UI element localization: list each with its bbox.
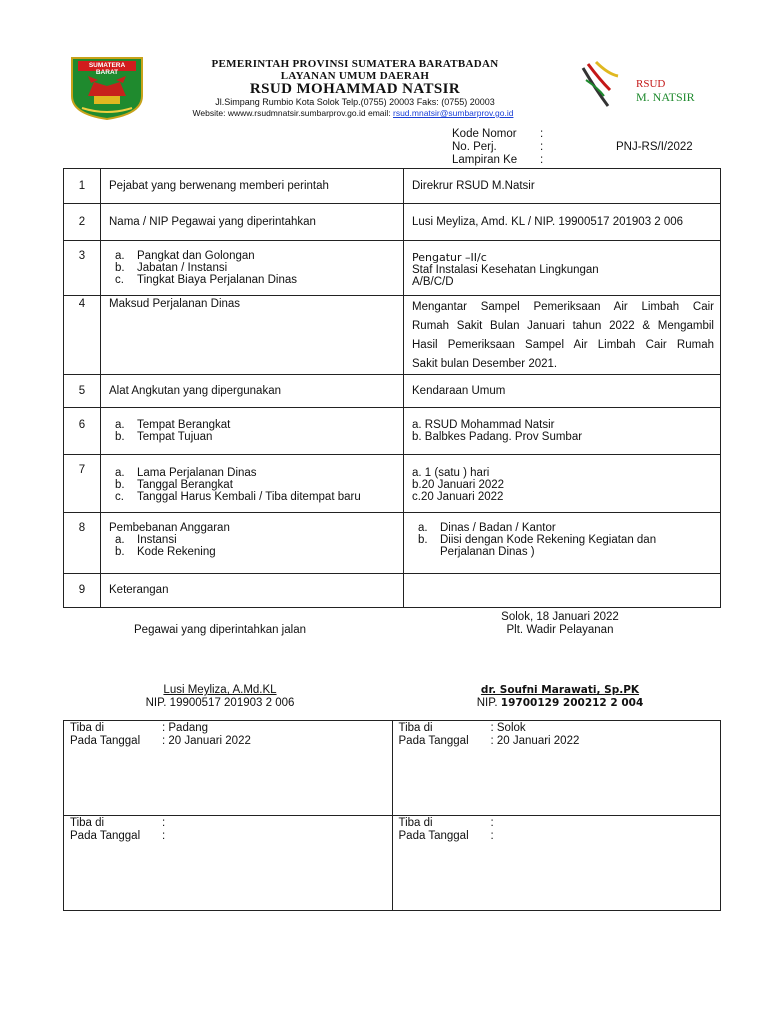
departure-date: b.20 Januari 2022: [412, 479, 505, 491]
purpose-line: Sakit bulan Desember 2021.: [412, 358, 558, 370]
tanggal-value: : 20 Januari 2022: [490, 735, 580, 747]
sub-item: a. Pangkat dan Golongan: [115, 250, 255, 262]
signer-nip-left: NIP. 19900517 201903 2 006: [145, 697, 295, 709]
purpose-line: Rumah Sakit Bulan Januari tahun 2022 & Mengambil: [412, 320, 714, 332]
row-number: 3: [78, 250, 86, 262]
signer-nip-right: NIP. 19700129 200212 2 004: [476, 697, 644, 709]
tanggal-colon: :: [490, 830, 494, 842]
duration-value: a. 1 (satu ) hari: [412, 467, 490, 479]
row-label: Nama / NIP Pegawai yang diperintahkan: [109, 216, 316, 228]
purpose-line: Hasil Pemeriksaan Sampel Air Limbah Cair Rumah: [412, 339, 714, 351]
header-contact: [143, 108, 563, 118]
destination-place: b. Balbkes Padang. Prov Sumbar: [412, 431, 583, 443]
budget-item: b. Diisi dengan Kode Rekening Kegiatan dan: [418, 534, 657, 546]
arrival-cell: [64, 721, 393, 816]
tanggal-label: Pada Tanggal: [398, 735, 469, 747]
tiba-label: Tiba di: [70, 817, 105, 829]
budget-item-cont: Perjalanan Dinas ): [440, 546, 535, 558]
cost-level-value: A/B/C/D: [412, 276, 454, 288]
row-number: 5: [78, 385, 86, 397]
budget-item: a. Dinas / Badan / Kantor: [418, 522, 556, 534]
header-website: Website: wwww.rsudmnatsir.sumbarprov.go.id email:: [192, 108, 393, 118]
rank-value: Pengatur –II/c: [412, 251, 487, 264]
header-agency: LAYANAN UMUM DAERAH: [280, 70, 430, 82]
kode-nomor-label: Kode Nomor: [452, 128, 517, 140]
sub-item: b. Jabatan / Instansi: [115, 262, 228, 274]
header-email-link[interactable]: rsud.mnatsir@sumbarprov.go.id: [393, 108, 514, 118]
signer-name-left: Lusi Meyliza, A.Md.KL: [163, 684, 277, 696]
tiba-label: Tiba di: [70, 722, 105, 734]
row-number: 4: [78, 298, 86, 310]
no-perj-value: PNJ-RS/I/2022: [616, 141, 693, 153]
sub-item: b. Tanggal Berangkat: [115, 479, 233, 491]
arrival-cell: [392, 721, 721, 816]
tiba-colon: :: [162, 817, 166, 829]
row-number: 2: [78, 216, 86, 228]
row-value: [404, 574, 720, 590]
sub-item: c. Tanggal Harus Kembali / Tiba ditempat baru: [115, 491, 361, 503]
travel-order-table: [63, 168, 721, 608]
sub-item: b. Tempat Tujuan: [115, 431, 213, 443]
row-number: 9: [78, 584, 86, 596]
table-row: [64, 375, 721, 408]
purpose-line: Mengantar Sampel Pemeriksaan Air Limbah Cair: [412, 301, 714, 313]
sub-item: a. Instansi: [115, 534, 177, 546]
tanggal-label: Pada Tanggal: [70, 830, 141, 842]
row-value: Direkrur RSUD M.Natsir: [412, 180, 535, 192]
tanggal-label: Pada Tanggal: [70, 735, 141, 747]
arrival-cell: [64, 816, 393, 911]
kode-nomor-colon: :: [540, 128, 544, 140]
sumatera-barat-logo: [68, 56, 146, 120]
table-row: [64, 204, 721, 241]
sub-item: a. Lama Perjalanan Dinas: [115, 467, 257, 479]
signer-title-right: Plt. Wadir Pelayanan: [506, 624, 614, 636]
row-label: Alat Angkutan yang dipergunakan: [109, 385, 281, 397]
arrival-table: [63, 720, 721, 911]
table-row: [64, 296, 721, 375]
no-perj-colon: :: [540, 141, 544, 153]
tiba-label: Tiba di: [398, 817, 433, 829]
lampiran-label: Lampiran Ke: [452, 154, 518, 166]
tanggal-label: Pada Tanggal: [398, 830, 469, 842]
sub-item: c. Tingkat Biaya Perjalanan Dinas: [115, 274, 298, 286]
row-value: Lusi Meyliza, Amd. KL / NIP. 19900517 201903 2 006: [412, 216, 684, 228]
tiba-label: Tiba di: [398, 722, 433, 734]
place-date: Solok, 18 Januari 2022: [501, 611, 619, 623]
header-address: Jl.Simpang Rumbio Kota Solok Telp.(0755) 20003 Faks: (0755) 20003: [215, 97, 495, 107]
rsud-logo-text2: M. NATSIR: [636, 90, 695, 104]
table-row: [64, 455, 721, 513]
row-value: Kendaraan Umum: [412, 385, 506, 397]
row-label: Keterangan: [109, 584, 169, 596]
row-label: Pembebanan Anggaran: [109, 522, 230, 534]
table-row: [64, 574, 721, 608]
table-row: [64, 408, 721, 455]
logo-text: SUMATERA BARAT: [88, 62, 126, 76]
rsud-logo: [578, 60, 708, 110]
row-label: Maksud Perjalanan Dinas: [109, 298, 241, 310]
tiba-colon: :: [490, 817, 494, 829]
signer-name-right: dr. Soufni Marawati, Sp.PK: [480, 684, 640, 696]
tanggal-colon: :: [162, 830, 166, 842]
return-date: c.20 Januari 2022: [412, 491, 504, 503]
tiba-value: : Solok: [490, 722, 526, 734]
signer-title-left: Pegawai yang diperintahkan jalan: [134, 624, 306, 636]
tiba-value: : Padang: [162, 722, 209, 734]
header-government: PEMERINTAH PROVINSI SUMATERA BARATBADAN: [211, 58, 499, 70]
header-hospital-name: RSUD MOHAMMAD NATSIR: [249, 81, 461, 97]
row-number: 7: [78, 464, 86, 476]
departure-place: a. RSUD Mohammad Natsir: [412, 419, 555, 431]
arrival-cell: [392, 816, 721, 911]
table-row: [64, 513, 721, 574]
sub-item: b. Kode Rekening: [115, 546, 216, 558]
position-value: Staf Instalasi Kesehatan Lingkungan: [412, 264, 599, 276]
row-number: 6: [78, 419, 86, 431]
rsud-logo-text1: RSUD: [636, 78, 666, 90]
tanggal-value: : 20 Januari 2022: [162, 735, 251, 747]
no-perj-label: No. Perj.: [452, 141, 497, 153]
table-row: [64, 241, 721, 296]
sub-item: a. Tempat Berangkat: [115, 419, 231, 431]
row-label: Pejabat yang berwenang memberi perintah: [109, 180, 329, 192]
row-number: 8: [78, 522, 86, 534]
lampiran-colon: :: [540, 154, 544, 166]
row-number: 1: [78, 180, 86, 192]
table-row: [64, 169, 721, 204]
